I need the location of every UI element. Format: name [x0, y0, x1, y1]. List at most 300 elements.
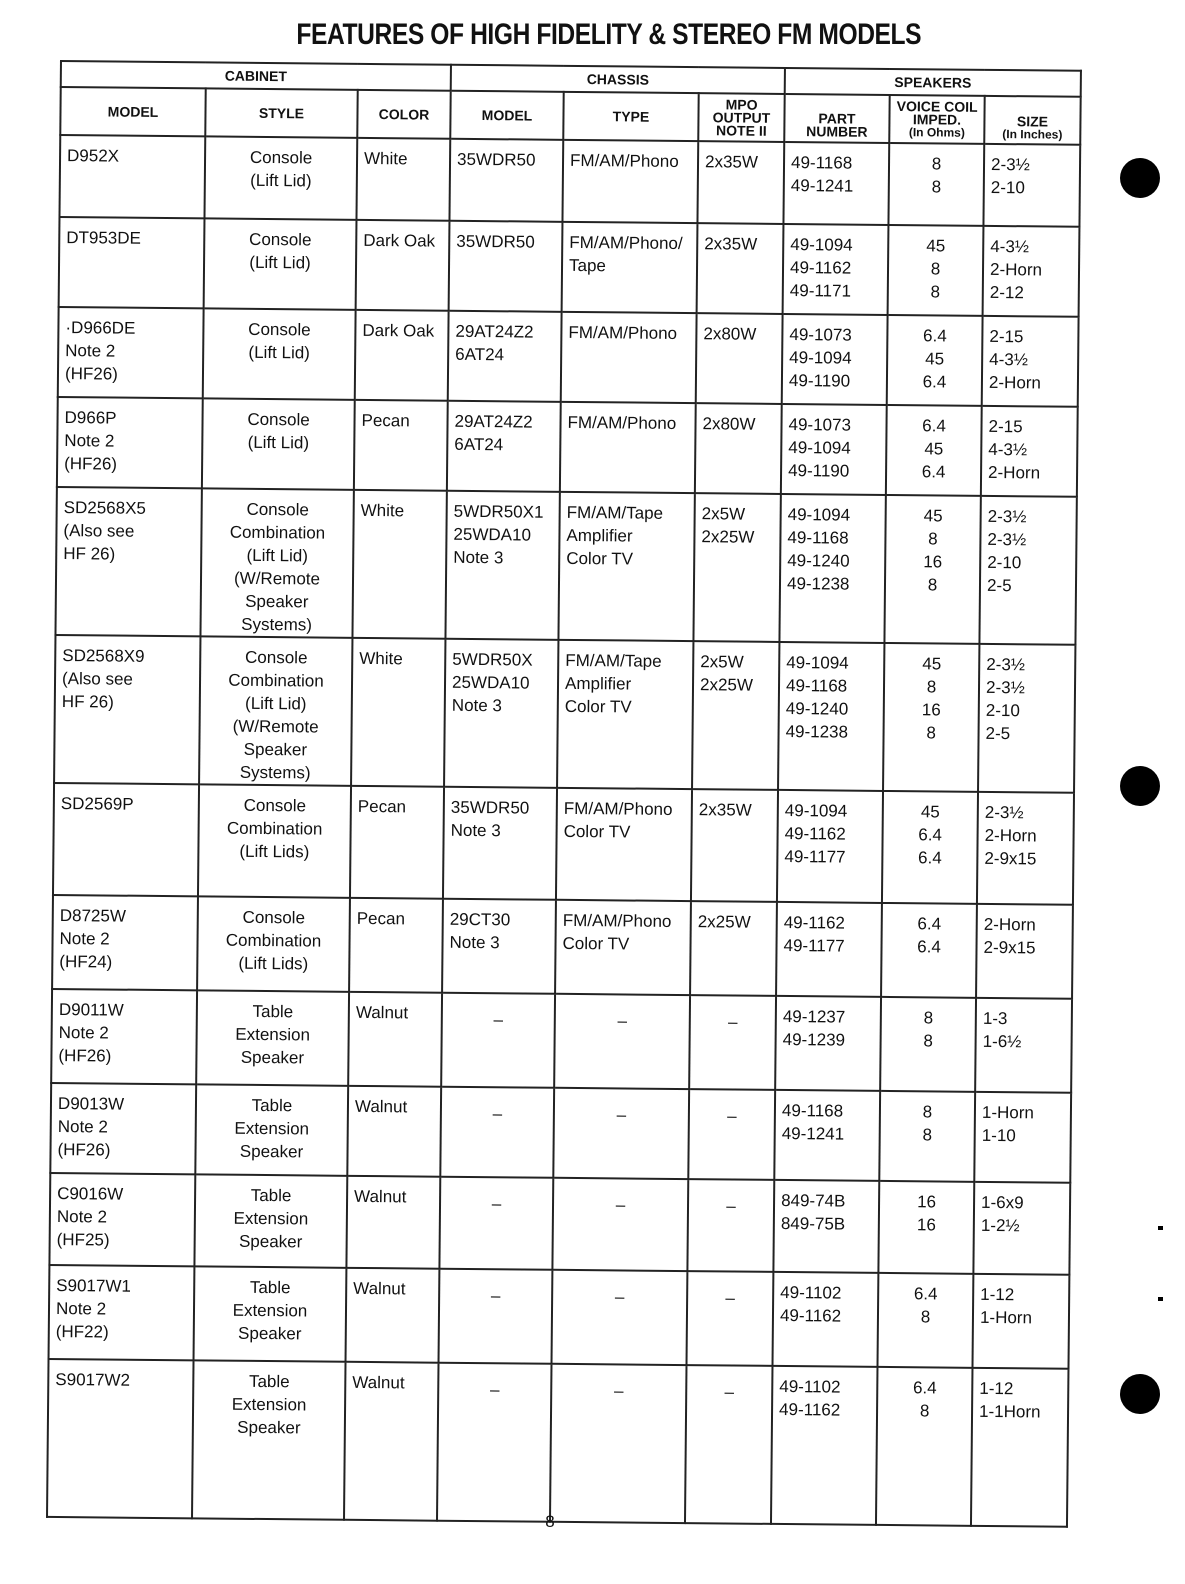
chassis-model-cell — [449, 221, 563, 312]
vc-header-line-2: IMPED. — [912, 111, 962, 128]
chassis-model-line: – — [493, 1010, 504, 1030]
color-cell — [346, 1268, 440, 1363]
chassis-model-line: Note 3 — [453, 547, 504, 568]
size-line: 2-5 — [985, 723, 1011, 744]
voice-coil-line: 8 — [922, 1102, 933, 1122]
voice-coil-line: 6.4 — [922, 416, 946, 436]
part-number-line: 49-1094 — [790, 235, 853, 255]
group-header-speakers: SPEAKERS — [785, 68, 1081, 97]
model-line: D8725W — [59, 906, 127, 926]
style-line: Table — [250, 1185, 292, 1206]
part-number-cell — [775, 996, 881, 1091]
col-header-part-number — [784, 94, 889, 143]
col-header-style: STYLE — [205, 88, 357, 137]
size-line: 2-Horn — [988, 372, 1042, 393]
size-line: 2-15 — [989, 326, 1024, 347]
style-cell — [196, 990, 349, 1085]
chassis-model-line: 6AT24 — [455, 344, 505, 365]
size-line: 2-12 — [989, 282, 1024, 303]
part-number-line: 49-1162 — [779, 1305, 842, 1326]
table-body — [47, 135, 1080, 1527]
size-cell — [974, 1092, 1071, 1183]
part-number-line: 49-1168 — [785, 675, 848, 696]
table-row — [50, 1083, 1071, 1183]
mpo-output-line: 2x5W — [701, 504, 746, 524]
style-line: Console — [244, 647, 308, 668]
size-cell — [973, 1274, 1070, 1369]
voice-coil-cell — [878, 1273, 974, 1368]
style-line: Combination — [229, 522, 326, 543]
part-number-line: 49-1162 — [779, 1399, 841, 1420]
part-number-line: 49-1171 — [789, 281, 852, 301]
model-line: (HF26) — [58, 1046, 112, 1066]
size-line: 2-3½ — [985, 677, 1025, 698]
part-number-line: 49-1102 — [780, 1282, 842, 1303]
voice-coil-cell — [886, 405, 982, 496]
type-cell — [558, 492, 694, 641]
chassis-model-line: 5WDR50X1 — [453, 501, 544, 522]
part-number-line: 49-1177 — [783, 935, 845, 956]
part-number-line: 49-1168 — [790, 153, 853, 173]
model-line: S9017W1 — [56, 1276, 131, 1296]
part-number-line: 49-1168 — [781, 1100, 844, 1121]
voice-coil-cell — [881, 903, 977, 998]
model-line: (HF24) — [59, 952, 113, 972]
mpo-output-line: 2x25W — [699, 675, 754, 695]
model-line: C9016W — [57, 1184, 124, 1204]
style-line: Console — [246, 499, 309, 520]
mpo-output-line: 2x25W — [697, 912, 751, 932]
part-number-line: 49-1162 — [784, 823, 846, 844]
style-line: Table — [248, 1371, 290, 1392]
part-number-line: 849-74B — [781, 1190, 846, 1211]
chassis-model-line: Note 3 — [451, 695, 503, 716]
type-cell — [557, 640, 693, 789]
voice-coil-line: 45 — [925, 349, 945, 369]
size-cell — [975, 998, 1072, 1093]
type-line: FM/AM/Phono/ — [569, 232, 683, 253]
col-header-mpo-output — [698, 93, 784, 142]
size-cell — [982, 316, 1079, 407]
model-cell — [59, 217, 205, 308]
mpo-output-cell — [687, 1271, 774, 1366]
table-row — [49, 1265, 1070, 1369]
voice-coil-cell — [884, 495, 980, 644]
voice-coil-cell — [879, 1091, 975, 1182]
part-number-cell — [783, 142, 889, 225]
voice-coil-cell — [876, 1367, 973, 1526]
chassis-model-cell — [437, 1363, 552, 1522]
type-line: Tape — [568, 255, 607, 276]
voice-coil-line: 8 — [919, 1401, 930, 1421]
style-line: (Lift Lids) — [238, 953, 309, 974]
type-cell — [554, 994, 690, 1089]
part-header-line-1: PART — [818, 110, 856, 127]
chassis-model-line: 25WDA10 — [451, 672, 530, 693]
type-cell — [556, 788, 692, 901]
type-cell — [562, 222, 698, 313]
part-header-line-2: NUMBER — [806, 123, 868, 140]
mpo-header-line-1: MPO — [725, 95, 758, 113]
size-line: 1-Horn — [979, 1307, 1033, 1328]
color-line: Walnut — [355, 1002, 409, 1023]
voice-coil-line: 8 — [920, 1307, 931, 1327]
voice-coil-line: 6.4 — [913, 1284, 938, 1304]
part-number-cell — [781, 404, 887, 495]
chassis-model-line: 6AT24 — [454, 434, 504, 455]
model-cell — [54, 635, 200, 784]
chassis-model-cell — [443, 787, 557, 900]
style-line: (Lift Lid) — [245, 693, 307, 714]
part-number-cell — [778, 642, 884, 791]
model-line: HF 26) — [61, 692, 114, 712]
size-line: 2-5 — [986, 575, 1012, 596]
mpo-header-line-3: NOTE II — [716, 121, 767, 139]
style-cell — [204, 218, 357, 309]
model-line: (HF26) — [57, 1140, 111, 1160]
chassis-model-cell — [439, 1269, 553, 1364]
part-number-line: 49-1240 — [787, 551, 850, 571]
color-cell — [348, 992, 442, 1087]
part-number-line: 49-1241 — [781, 1123, 845, 1144]
size-line: 4-3½ — [990, 236, 1030, 257]
table-row — [57, 397, 1078, 497]
size-cell — [971, 1368, 1069, 1527]
col-header-model: MODEL — [60, 87, 205, 136]
part-number-cell — [782, 314, 888, 405]
model-line: Note 2 — [59, 929, 110, 949]
voice-coil-cell — [888, 143, 984, 226]
mpo-output-line: 2x80W — [703, 324, 757, 344]
style-line: Speaker Systems) — [241, 591, 313, 635]
part-number-line: 49-1094 — [787, 505, 851, 525]
voice-coil-cell — [880, 997, 976, 1092]
type-line: Color TV — [564, 696, 632, 717]
mpo-output-cell — [685, 1365, 773, 1524]
mpo-output-line: 2x5W — [700, 652, 744, 672]
col-header-voice-coil — [889, 95, 984, 144]
part-number-line: 49-1177 — [784, 846, 846, 867]
voice-coil-line: 8 — [926, 723, 936, 743]
color-cell — [349, 898, 443, 993]
chassis-model-cell — [440, 1087, 554, 1178]
binder-hole-top — [1120, 158, 1160, 198]
voice-coil-cell — [878, 1181, 974, 1274]
size-line: 2-Horn — [988, 462, 1041, 483]
style-cell — [197, 896, 350, 991]
size-line: 2-3½ — [987, 529, 1027, 550]
chassis-model-cell — [439, 1177, 553, 1270]
type-line: FM/AM/Phono — [563, 798, 673, 819]
chassis-model-cell — [449, 139, 563, 222]
type-line: – — [617, 1011, 628, 1031]
part-number-cell — [774, 1090, 880, 1181]
mpo-output-line: – — [726, 1196, 736, 1216]
model-cell — [53, 783, 199, 896]
style-line: Speaker — [237, 1417, 301, 1438]
part-number-cell — [779, 494, 885, 643]
part-number-line: 49-1238 — [785, 721, 849, 742]
style-line: Combination — [226, 818, 323, 839]
color-line: Dark Oak — [363, 230, 436, 251]
size-line: 2-Horn — [989, 259, 1043, 280]
color-cell — [344, 1362, 439, 1521]
color-cell — [354, 400, 448, 491]
model-line: Note 2 — [65, 341, 116, 361]
model-cell — [47, 1359, 194, 1518]
model-cell — [49, 1173, 195, 1266]
style-cell — [195, 1084, 348, 1175]
type-line: – — [615, 1195, 626, 1215]
mpo-output-line: 2x35W — [704, 234, 758, 254]
type-cell — [562, 140, 698, 223]
size-cell — [983, 144, 1080, 227]
size-header-line-1: SIZE — [1016, 113, 1049, 130]
mpo-output-cell — [697, 223, 784, 314]
voice-coil-line: 45 — [922, 654, 942, 674]
model-line: SD2569P — [60, 794, 134, 814]
style-line: (W/Remote — [233, 568, 321, 589]
vc-header-line-3: (In Ohms) — [908, 125, 965, 140]
part-number-line: 49-1241 — [790, 176, 854, 196]
chassis-model-line: – — [491, 1194, 502, 1214]
mpo-output-cell — [689, 995, 776, 1090]
color-cell — [347, 1086, 441, 1177]
voice-coil-line: 6.4 — [912, 1378, 937, 1398]
voice-coil-line: 8 — [928, 529, 938, 549]
col-header-chassis-model: MODEL — [450, 91, 563, 140]
style-line: (Lift Lid) — [247, 432, 310, 453]
part-number-line: 49-1239 — [782, 1029, 846, 1050]
size-cell — [981, 406, 1078, 497]
voice-coil-line: 45 — [924, 439, 944, 459]
model-line: Note 2 — [58, 1023, 109, 1043]
color-line: Pecan — [361, 410, 410, 431]
size-line: 2-9x15 — [983, 937, 1036, 958]
voice-coil-line: 8 — [931, 177, 942, 197]
binder-hole-bottom — [1120, 1374, 1160, 1414]
chassis-model-cell — [448, 311, 562, 402]
model-line: (HF25) — [56, 1230, 110, 1250]
voice-coil-line: 6.4 — [917, 937, 941, 957]
voice-coil-line: 6.4 — [917, 848, 942, 868]
color-cell — [355, 310, 449, 401]
size-line: 2-10 — [987, 552, 1022, 573]
style-cell — [199, 636, 352, 785]
size-line: 2-10 — [990, 177, 1025, 198]
part-number-line: 49-1094 — [786, 652, 849, 673]
part-number-line: 49-1238 — [786, 574, 850, 594]
voice-coil-line: 6.4 — [923, 326, 947, 346]
col-header-type: TYPE — [563, 92, 698, 141]
chassis-model-line: 35WDR50 — [456, 149, 536, 170]
mpo-output-cell — [691, 789, 778, 902]
type-cell — [552, 1270, 688, 1365]
part-number-line: 49-1240 — [785, 698, 849, 719]
part-number-line: 49-1094 — [789, 348, 852, 368]
type-cell — [553, 1088, 689, 1179]
style-line: Extension — [233, 1208, 309, 1229]
size-header-line-2: (In Inches) — [1002, 127, 1063, 142]
vc-header-line-1: VOICE COIL — [896, 98, 978, 115]
mpo-output-cell — [687, 1179, 774, 1272]
color-line: White — [363, 148, 408, 169]
size-cell — [973, 1182, 1070, 1275]
voice-coil-line: 6.4 — [922, 372, 947, 392]
style-line: Console — [243, 795, 307, 816]
voice-coil-line: 45 — [923, 506, 943, 526]
model-line: S9017W2 — [55, 1370, 131, 1390]
type-line: – — [616, 1105, 627, 1125]
table-row — [47, 1359, 1069, 1527]
model-line: Note 2 — [64, 431, 115, 451]
style-line: (Lift Lid) — [249, 252, 311, 273]
model-line: Note 2 — [56, 1207, 108, 1227]
style-line: (Lift Lid) — [246, 545, 309, 566]
style-line: Console — [249, 147, 313, 168]
size-cell — [983, 226, 1080, 317]
style-line: Speaker — [240, 1047, 305, 1068]
chassis-model-line: Note 3 — [450, 820, 501, 841]
type-line: – — [613, 1381, 624, 1401]
size-line: 1-10 — [981, 1125, 1016, 1146]
model-line: (Also see — [63, 521, 135, 541]
style-line: Extension — [231, 1394, 307, 1415]
size-line: 2-15 — [988, 416, 1023, 437]
chassis-model-cell — [442, 899, 556, 994]
model-cell — [50, 1083, 196, 1174]
mpo-output-cell — [692, 641, 779, 790]
size-line: 2-Horn — [984, 825, 1037, 846]
size-line: 4-3½ — [989, 349, 1029, 370]
size-line: 2-3½ — [987, 506, 1027, 527]
style-line: Extension — [232, 1300, 308, 1321]
style-line: Extension — [235, 1024, 311, 1045]
style-line: (Lift Lid) — [250, 170, 312, 191]
type-line: FM/AM/Phono — [569, 150, 679, 171]
size-line: 1-1Horn — [979, 1401, 1041, 1422]
type-cell — [552, 1178, 688, 1271]
voice-coil-line: 16 — [916, 1215, 936, 1235]
group-header-chassis: CHASSIS — [451, 65, 785, 94]
voice-coil-line: 16 — [923, 552, 943, 572]
model-cell — [59, 135, 205, 218]
table-row — [59, 135, 1080, 227]
mpo-output-line: 2x35W — [698, 800, 752, 820]
table-row — [54, 635, 1075, 793]
chassis-model-line: – — [492, 1104, 503, 1124]
style-line: Speaker — [238, 1231, 303, 1252]
model-cell — [57, 397, 203, 488]
color-cell — [351, 638, 445, 787]
style-line: (W/Remote — [232, 716, 319, 737]
page-number: 8 — [545, 1512, 555, 1531]
color-line: Walnut — [354, 1186, 407, 1207]
mpo-output-cell — [697, 141, 784, 224]
style-line: Table — [251, 1095, 293, 1116]
part-number-line: 49-1190 — [788, 371, 851, 391]
style-line: Extension — [234, 1118, 310, 1139]
style-cell — [192, 1360, 346, 1519]
style-line: Speaker — [238, 1323, 302, 1344]
mpo-output-line: – — [724, 1382, 735, 1402]
chassis-model-cell — [441, 993, 555, 1088]
model-cell — [49, 1265, 195, 1360]
voice-coil-line: 8 — [931, 154, 942, 174]
type-line: FM/AM/Phono — [568, 322, 678, 343]
voice-coil-cell — [882, 791, 978, 904]
col-header-color: COLOR — [357, 90, 450, 139]
voice-coil-line: 8 — [930, 282, 941, 302]
model-line: DT953DE — [66, 228, 142, 248]
mpo-output-line: – — [727, 1012, 738, 1032]
chassis-model-cell — [445, 491, 559, 640]
color-line: White — [359, 648, 403, 669]
voice-coil-cell — [887, 315, 983, 406]
mpo-output-cell — [696, 313, 783, 404]
size-line: 1-6½ — [982, 1031, 1022, 1052]
size-line: 2-9x15 — [984, 848, 1037, 869]
size-line: 4-3½ — [988, 439, 1028, 460]
voice-coil-line: 16 — [921, 700, 941, 720]
style-cell — [203, 308, 356, 399]
part-number-line: 49-1168 — [787, 528, 849, 548]
color-line: Pecan — [357, 796, 407, 817]
model-line: (HF26) — [64, 454, 118, 474]
size-cell — [979, 496, 1076, 645]
style-cell — [204, 136, 357, 219]
page-title: FEATURES OF HIGH FIDELITY & STEREO FM MODELS — [296, 18, 922, 51]
style-line: Table — [252, 1001, 294, 1022]
chassis-model-cell — [444, 639, 558, 788]
size-line: 2-Horn — [983, 914, 1036, 935]
mpo-output-line: 2x25W — [701, 527, 755, 547]
style-line: Speaker Systems) — [239, 739, 311, 783]
model-line: (HF26) — [64, 364, 118, 384]
type-cell — [550, 1364, 687, 1523]
voice-coil-line: 8 — [926, 677, 937, 697]
chassis-model-line: 29AT24Z2 — [455, 321, 534, 342]
type-line: Amplifier — [566, 525, 633, 546]
size-line: 2-10 — [985, 700, 1020, 721]
chassis-model-line: 25WDA10 — [453, 524, 532, 545]
part-number-line: 49-1102 — [779, 1376, 841, 1397]
model-line: D9013W — [57, 1094, 125, 1114]
table-row — [51, 989, 1072, 1093]
style-line: (Lift Lid) — [248, 342, 310, 363]
part-number-cell — [777, 790, 883, 903]
model-line: SD2568X9 — [62, 646, 145, 666]
part-number-cell — [773, 1272, 879, 1367]
style-cell — [194, 1266, 347, 1361]
type-line: Color TV — [562, 933, 630, 954]
voice-coil-line: 8 — [930, 259, 941, 279]
chassis-model-line: – — [489, 1380, 500, 1400]
chassis-model-line: 29AT24Z2 — [454, 411, 533, 432]
margin-mark — [1158, 1297, 1163, 1301]
mpo-output-line: 2x80W — [702, 414, 756, 434]
chassis-model-line: 35WDR50 — [456, 231, 535, 252]
type-line: Color TV — [563, 821, 631, 842]
size-line: 1-6x9 — [981, 1192, 1024, 1213]
size-line: 1-2½ — [980, 1215, 1020, 1236]
voice-coil-line: 6.4 — [921, 462, 946, 482]
mpo-output-line: – — [725, 1288, 735, 1308]
type-cell — [555, 900, 691, 995]
part-number-line: 849-75B — [780, 1213, 846, 1234]
style-line: Combination — [228, 670, 324, 691]
style-line: Console — [247, 409, 310, 430]
